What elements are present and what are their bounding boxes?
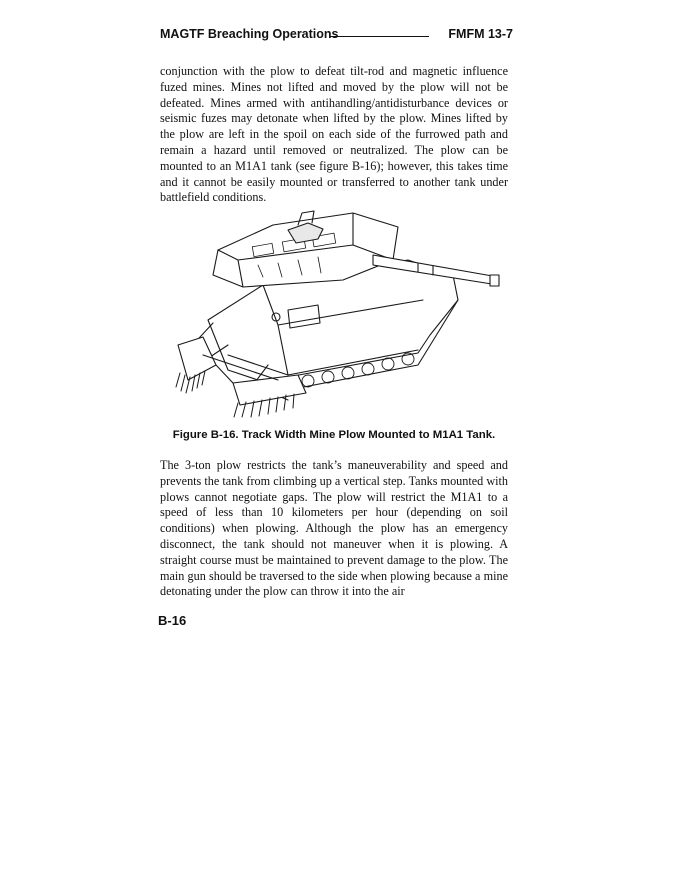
running-header [160,27,513,45]
header-rule [330,36,429,37]
header-section-title: MAGTF Breaching Operations [160,27,339,41]
tank-mine-plow-illustration [168,205,508,420]
body-paragraph-2: The 3-ton plow restricts the tank’s maneuverability and speed and prevents the tank from climbing up a vertical step. Tanks mounted with plows cannot negotiate gaps. The plow will restrict the M1A1 to a speed of less than 10 kilometers per hour (depending on soil conditions) when plowing. Although the plow has an emergency disconnect, the tank should not maneuver when it is plowing. A straight course must be maintained to prevent damage to the plow. The main gun should be traversed to the side when plowing because a mine detonating under the plow can throw it into the air [160,458,508,599]
body-paragraph-1: conjunction with the plow to defeat tilt-rod and magnetic influence fuzed mines. Mines not lifted and moved by the plow will not be defeated. Mines armed with antihandling/antidisturbance devices or seismic fuzes may detonate when lifted by the plow. Mines lifted by the plow are left in the spoil on each side of the furrowed path and remain a hazard until removed or neutralized. The plow can be mounted to an M1A1 tank (see figure B-16); however, this takes time and it cannot be easily mounted or transferred to another tank under battlefield conditions. [160,64,508,205]
page-number: B-16 [158,613,187,628]
figure-caption: Figure B-16. Track Width Mine Plow Mounted to M1A1 Tank. [172,429,496,441]
header-manual-number: FMFM 13-7 [448,27,513,41]
plow-blade-left [178,337,216,380]
